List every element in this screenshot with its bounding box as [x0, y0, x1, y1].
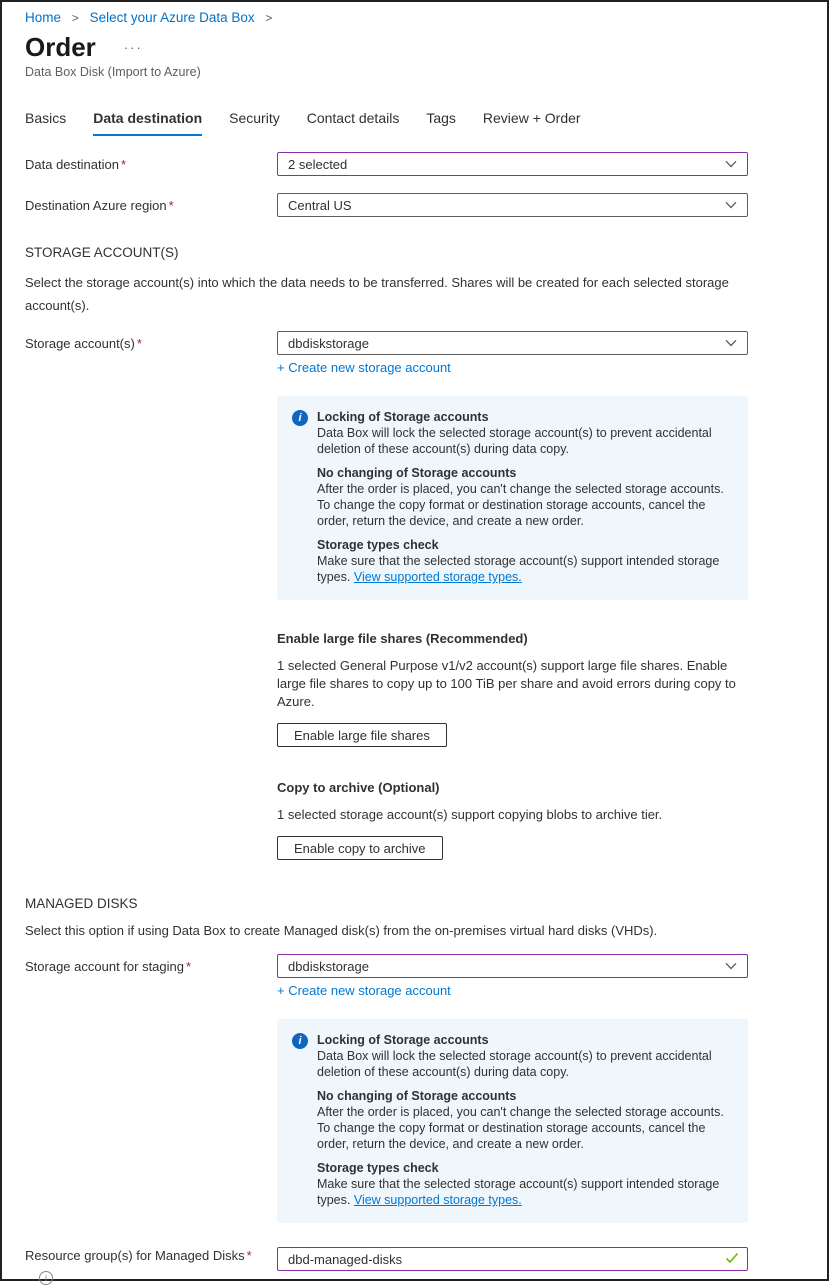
large-file-shares-heading: Enable large file shares (Recommended): [277, 631, 528, 646]
required-asterisk: *: [246, 1248, 252, 1263]
data-destination-row: [25, 152, 802, 176]
data-destination-label: [25, 156, 277, 173]
storage-info-content: [317, 409, 726, 585]
required-asterisk: *: [136, 335, 142, 351]
storage-info-box: [277, 396, 748, 600]
required-asterisk: *: [120, 156, 127, 172]
staging-account-select[interactable]: [277, 954, 748, 978]
create-new-storage-account-link-staging[interactable]: + Create new storage account: [277, 983, 451, 998]
info-section-storage-types: [317, 1160, 726, 1208]
info-section-no-changing: [317, 465, 726, 529]
tab-tags[interactable]: Tags: [426, 110, 456, 126]
breadcrumb-separator-icon: >: [71, 11, 79, 25]
info-body: [317, 1176, 726, 1208]
create-new-storage-account-link[interactable]: + Create new storage account: [277, 360, 451, 375]
tab-review-order[interactable]: Review + Order: [482, 110, 581, 126]
create-storage-account-link-row: [277, 983, 802, 999]
storage-account-value: dbdiskstorage: [288, 335, 369, 351]
info-heading: No changing of Storage accounts: [317, 466, 517, 480]
enable-large-file-shares-button[interactable]: Enable large file shares: [277, 723, 447, 747]
info-section-locking: [317, 409, 726, 457]
info-body-text: Make sure that the selected storage account(s) support intended storage types.: [317, 1177, 720, 1207]
resource-group-input-wrap: [277, 1247, 748, 1271]
view-supported-storage-types-link[interactable]: View supported storage types.: [353, 570, 522, 584]
destination-region-label: [25, 197, 277, 214]
info-body: After the order is placed, you can't change the selected storage accounts. To change the copy format or destination storage accounts, cancel the order, return the device, and create a new order.: [317, 482, 724, 528]
page-title: Order: [25, 32, 96, 62]
staging-account-row: [25, 954, 802, 978]
breadcrumb-select-azure-data-box-link[interactable]: Select your Azure Data Box: [89, 10, 255, 25]
copy-to-archive-heading: Copy to archive (Optional): [277, 780, 440, 795]
breadcrumb-home-link[interactable]: Home: [25, 10, 62, 25]
info-heading: No changing of Storage accounts: [317, 1089, 517, 1103]
info-heading: Locking of Storage accounts: [317, 410, 489, 424]
info-circle-icon[interactable]: i: [39, 1271, 53, 1285]
enable-copy-to-archive-button[interactable]: Enable copy to archive: [277, 836, 443, 860]
managed-disks-info-content: [317, 1032, 726, 1208]
tab-data-destination[interactable]: Data destination: [93, 104, 202, 136]
info-body: Data Box will lock the selected storage account(s) to prevent accidental deletion of these account(s) during data copy.: [317, 426, 712, 456]
storage-account-label-text: Storage account(s): [25, 335, 135, 351]
tab-contact-details[interactable]: Contact details: [306, 110, 400, 126]
destination-region-select[interactable]: [277, 193, 748, 217]
more-actions-ellipsis-icon[interactable]: ···: [123, 39, 143, 55]
info-section-no-changing: [317, 1088, 726, 1152]
check-icon: [725, 1252, 739, 1264]
large-file-shares-description: 1 selected General Purpose v1/v2 account(s) support large file shares. Enable large file shares to copy up to 100 TiB per share and avoid errors during copy to Azure.: [277, 658, 736, 709]
info-section-storage-types: [317, 537, 726, 585]
resource-group-label-inner: Resource group(s) for Managed Disks: [25, 1248, 245, 1263]
storage-accounts-section-description: Select the storage account(s) into which the data needs to be transferred. Shares will be created for each selected storage account(s).: [25, 275, 729, 313]
tab-basics[interactable]: Basics: [25, 110, 67, 126]
resource-group-label-text: [25, 1247, 277, 1264]
breadcrumb-separator-icon: >: [265, 11, 273, 25]
staging-account-label-text: Storage account for staging: [25, 958, 184, 974]
info-heading: Storage types check: [317, 538, 439, 552]
storage-accounts-section-title: STORAGE ACCOUNT(S): [25, 245, 179, 260]
chevron-down-icon: [725, 962, 737, 970]
info-icon: i: [292, 410, 308, 426]
storage-account-select[interactable]: [277, 331, 748, 355]
page-subtitle: Data Box Disk (Import to Azure): [25, 65, 201, 79]
create-storage-account-link-row: [277, 360, 802, 376]
managed-disks-section-description: Select this option if using Data Box to create Managed disk(s) from the on-premises virtual hard disks (VHDs).: [25, 923, 658, 938]
data-destination-label-text: Data destination: [25, 156, 119, 172]
staging-account-value: dbdiskstorage: [288, 958, 369, 974]
order-page: [2, 2, 827, 1285]
info-heading: Locking of Storage accounts: [317, 1033, 489, 1047]
destination-region-label-text: Destination Azure region: [25, 197, 167, 213]
resource-group-input[interactable]: [277, 1247, 748, 1271]
required-asterisk: *: [168, 197, 174, 213]
info-body: [317, 553, 726, 585]
chevron-down-icon: [725, 339, 737, 347]
data-destination-select[interactable]: [277, 152, 748, 176]
tab-security[interactable]: Security: [229, 110, 280, 126]
breadcrumb: [25, 10, 802, 26]
large-file-shares-block: [277, 630, 748, 747]
resource-group-row: [25, 1247, 802, 1285]
info-body-text: Make sure that the selected storage account(s) support intended storage types.: [317, 554, 720, 584]
storage-account-row: [25, 331, 802, 355]
title-row: [25, 32, 802, 62]
view-supported-storage-types-link[interactable]: View supported storage types.: [353, 1193, 522, 1207]
data-destination-value: 2 selected: [288, 156, 348, 172]
copy-to-archive-block: [277, 779, 748, 860]
info-section-locking: [317, 1032, 726, 1080]
info-heading: Storage types check: [317, 1161, 439, 1175]
destination-region-value: Central US: [288, 197, 352, 213]
staging-account-label: [25, 958, 277, 975]
info-body: After the order is placed, you can't change the selected storage accounts. To change the copy format or destination storage accounts, cancel the order, return the device, and create a new order.: [317, 1105, 724, 1151]
copy-to-archive-description: 1 selected storage account(s) support copying blobs to archive tier.: [277, 807, 663, 822]
chevron-down-icon: [725, 160, 737, 168]
info-icon: i: [292, 1033, 308, 1049]
resource-group-label: [25, 1247, 277, 1285]
storage-account-label: [25, 335, 277, 352]
info-body: Data Box will lock the selected storage account(s) to prevent accidental deletion of these account(s) during data copy.: [317, 1049, 712, 1079]
destination-region-row: [25, 193, 802, 217]
chevron-down-icon: [725, 201, 737, 209]
managed-disks-section-title: MANAGED DISKS: [25, 896, 138, 911]
managed-disks-info-box: [277, 1019, 748, 1223]
tab-bar: [25, 104, 802, 136]
required-asterisk: *: [186, 958, 192, 974]
